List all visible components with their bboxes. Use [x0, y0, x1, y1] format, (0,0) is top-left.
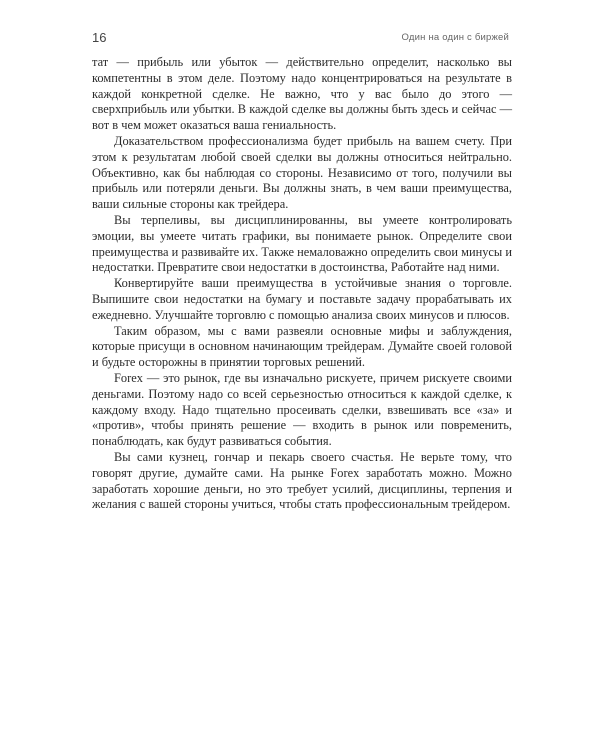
- paragraph-6: Forex — это рынок, где вы изначально рискуете, причем рискуете своими деньгами. Поэтому надо со всей серьезностью относиться к каждой сделке, к каждому входу. Надо тщательно просеивать сделки, взвешивать все «за» и «против», чтобы принять решение — входить в рынок или повременить, понаблюдать, как будут развиваться события.: [92, 370, 512, 449]
- body-text: [92, 55, 512, 513]
- running-title: Один на один с биржей: [401, 32, 509, 43]
- page-header: [92, 30, 509, 52]
- paragraph-5: Таким образом, мы с вами развеяли основные мифы и заблуждения, которые присущи в основном начинающим трейдерам. Думайте своей головой и будьте осторожны в принятии торговых решений.: [92, 323, 512, 370]
- paragraph-4: Конвертируйте ваши преимущества в устойчивые знания о торговле. Выпишите свои недостатки на бумагу и поставьте задачу прорабатывать их ежедневно. Улучшайте торговлю с помощью анализа своих минусов и плюсов.: [92, 276, 512, 322]
- paragraph-3: Вы терпеливы, вы дисциплинированны, вы умеете контролировать эмоции, вы умеете читать графики, вы понимаете рынок. Определите свои преимущества и развивайте их. Также немаловажно определить свои минусы и недостатки. Превратите свои недостатки в достоинства, Работайте над ними.: [92, 212, 512, 275]
- page-number: 16: [92, 30, 107, 45]
- paragraph-2: Доказательством профессионализма будет прибыль на вашем счету. При этом к результатам любой своей сделки вы должны относиться нейтрально. Объективно, как бы наблюдая со стороны. Независимо от того, получили вы прибыль или потеряли деньги. Вы должны знать, в чем ваши преимущества, ваши сильные стороны как трейдера.: [92, 133, 512, 212]
- paragraph-7: Вы сами кузнец, гончар и пекарь своего счастья. Не верьте тому, что говорят другие, думайте сами. На рынке Forex заработать можно. Можно заработать хорошие деньги, но это требует усилий, дисциплины, терпения и желания с вашей стороны учиться, чтобы стать профессиональным трейдером.: [92, 449, 512, 512]
- paragraph-1: тат — прибыль или убыток — действительно определит, насколько вы компетентны в этом деле. Поэтому надо концентрироваться на результате в каждой конкретной сделке. Не важно, что у вас было до этого — сверхприбыль или убытки. В каждой сделке вы должны быть здесь и сейчас — вот в чем может оказаться ваша гениальность.: [92, 55, 512, 133]
